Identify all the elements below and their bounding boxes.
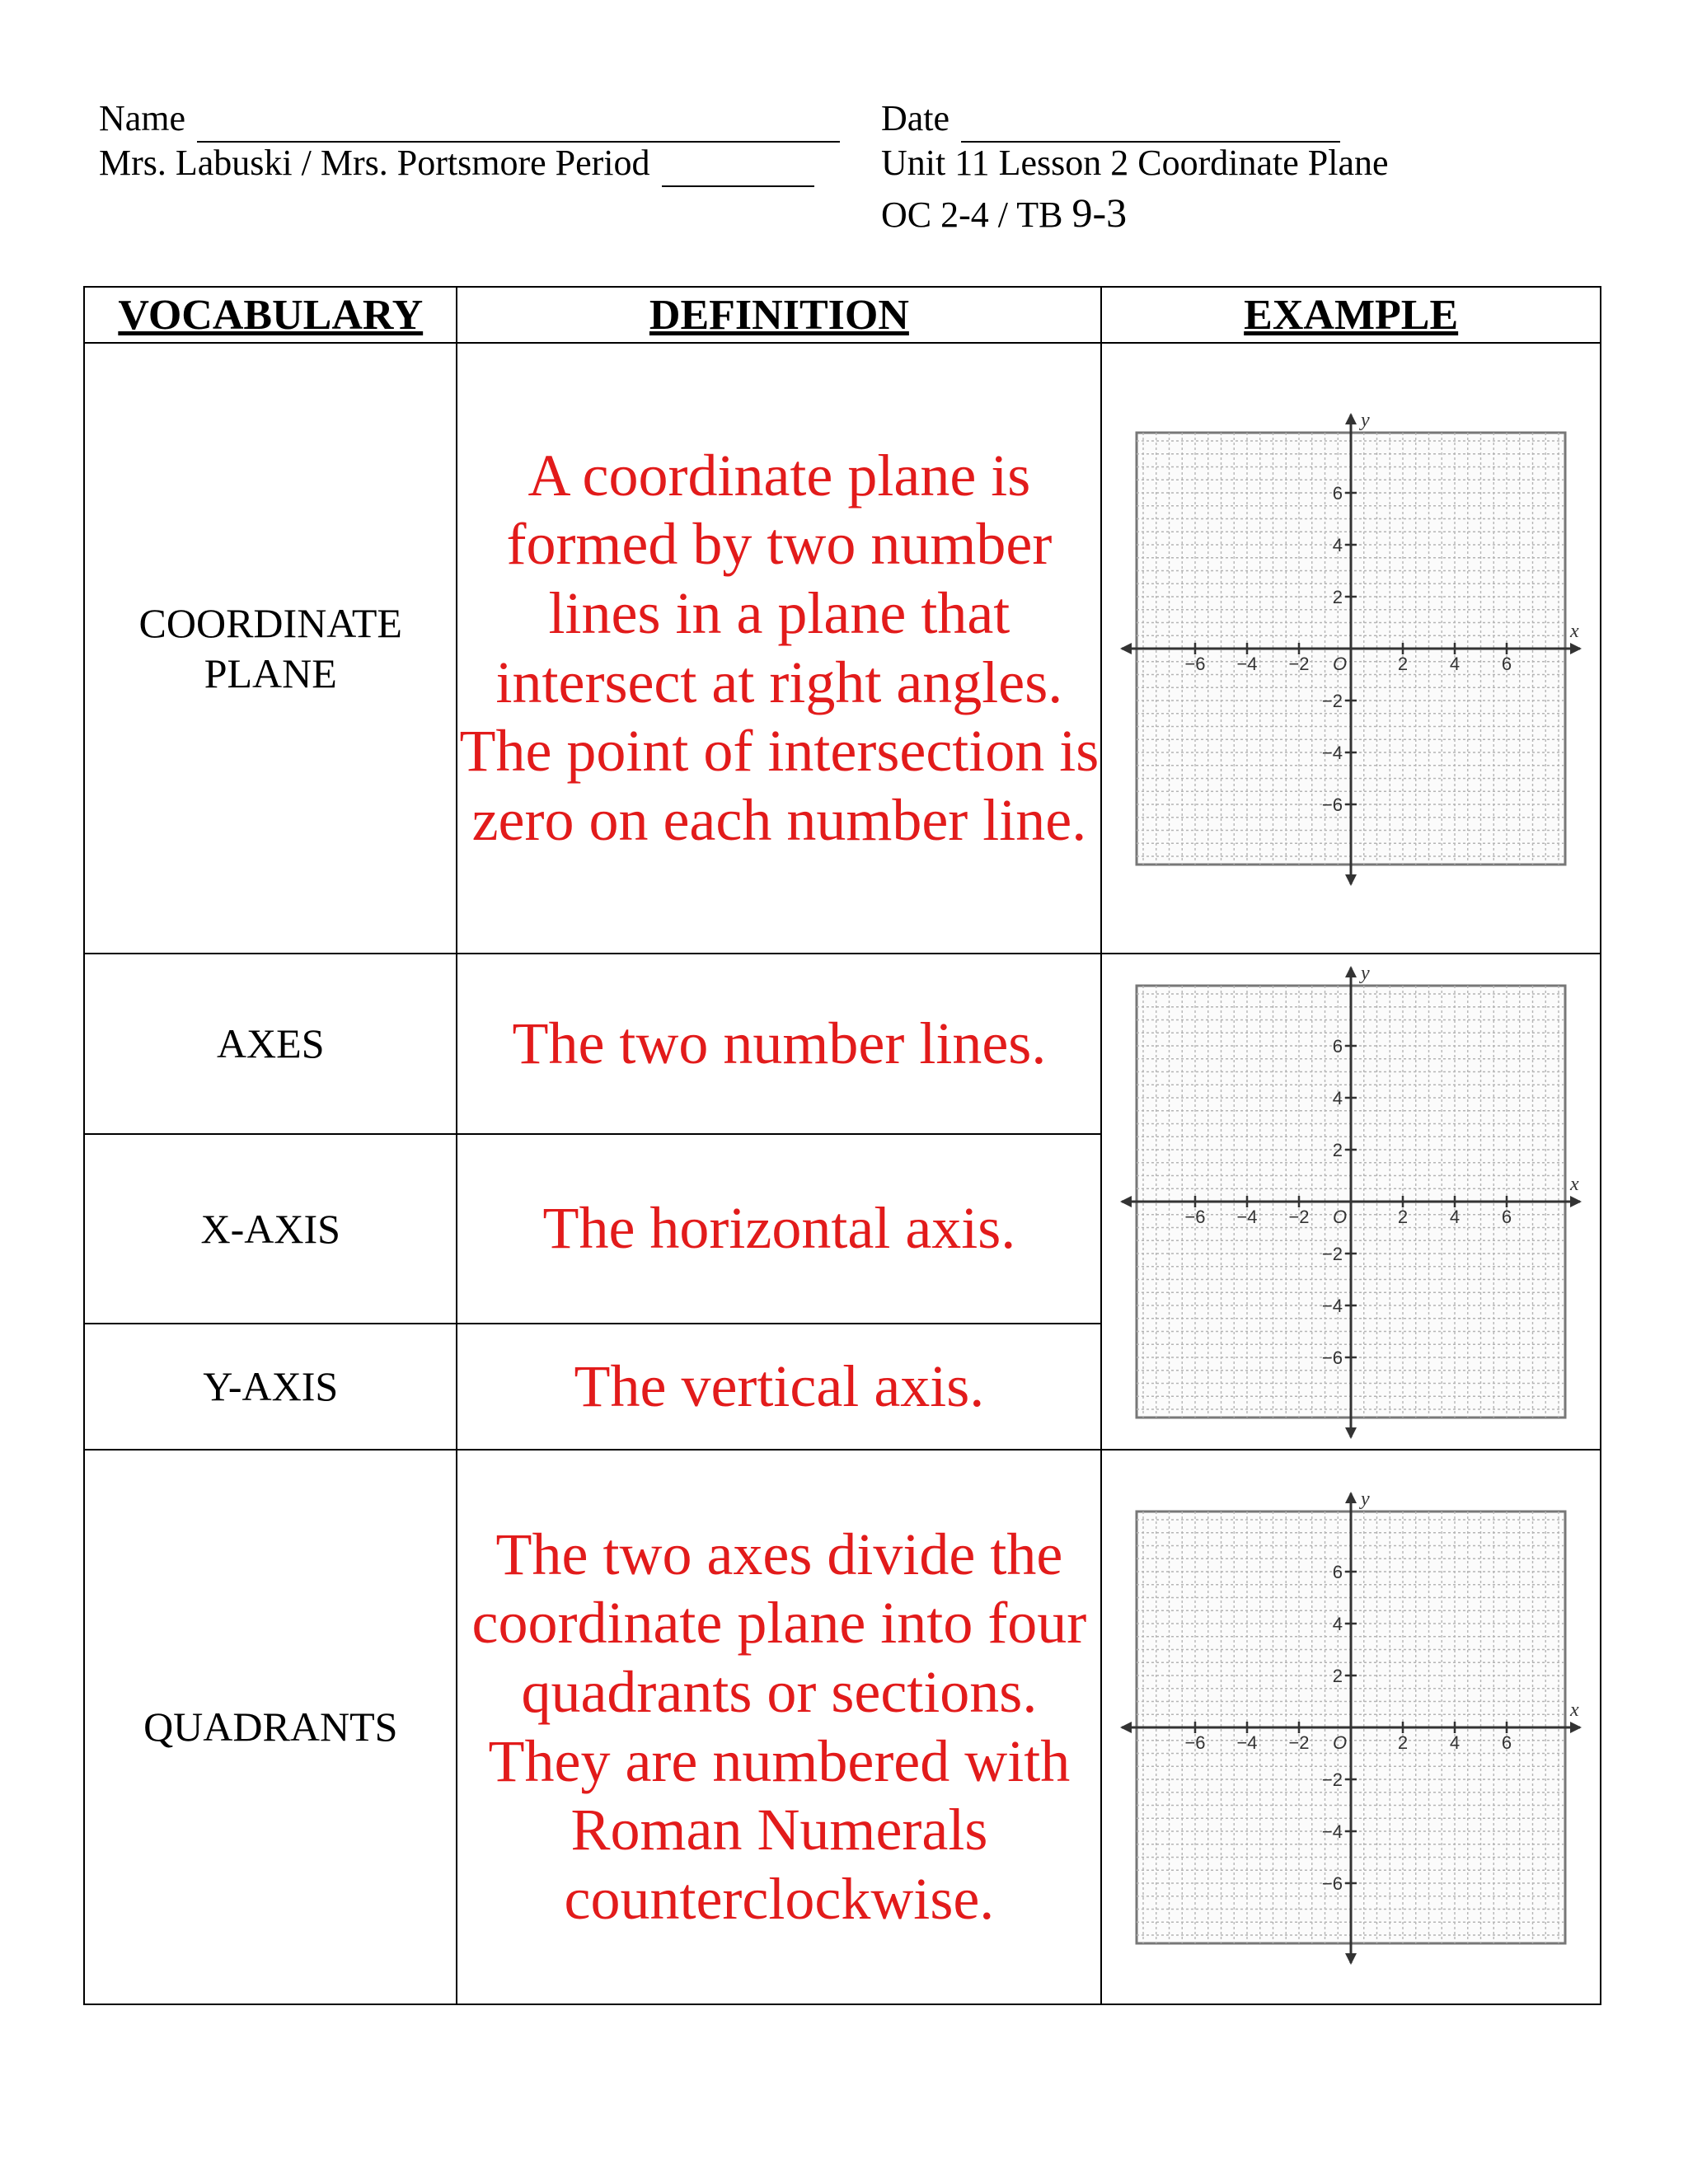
x-tick-label: −2: [1288, 1732, 1310, 1753]
x-axis-label: x: [1570, 620, 1579, 642]
coordinate-plane-graph: [1120, 963, 1582, 1441]
x-tick-label: 4: [1450, 653, 1461, 674]
y-tick-label: −6: [1322, 1872, 1343, 1894]
y-axis-arrow-down: [1345, 874, 1357, 886]
x-axis-arrow-right: [1570, 1196, 1582, 1207]
x-tick-label: −4: [1236, 1207, 1258, 1227]
standard-prefix: OC 2-4 / TB: [881, 194, 1063, 235]
period-blank[interactable]: [662, 142, 814, 187]
y-axis-arrow-down: [1345, 1427, 1357, 1439]
name-label: Name: [99, 98, 186, 138]
y-axis-label: y: [1361, 409, 1370, 431]
table-row: [84, 343, 1601, 954]
coordinate-plane-graph: [1120, 410, 1582, 888]
x-tick-label: 6: [1502, 653, 1512, 674]
header-example: EXAMPLE: [1101, 287, 1601, 343]
table-header-row: [84, 287, 1601, 343]
example-graph-2: [1101, 954, 1601, 1450]
definition-y-axis: The vertical axis.: [457, 1324, 1101, 1450]
coordinate-plane-graph: [1120, 1488, 1582, 1966]
x-tick-label: −2: [1288, 653, 1310, 674]
y-axis-arrow-up: [1345, 1492, 1357, 1503]
example-graph-3: [1101, 1450, 1601, 2004]
y-axis-label: y: [1361, 963, 1370, 984]
origin-label: O: [1333, 1732, 1348, 1753]
standard-code: [881, 188, 1127, 237]
x-tick-label: 2: [1398, 1732, 1409, 1753]
term-axes: AXES: [84, 954, 457, 1134]
y-tick-label: −4: [1322, 1296, 1343, 1316]
y-tick-label: 4: [1332, 534, 1343, 555]
date-label: Date: [881, 98, 950, 138]
table-row: [84, 1450, 1601, 2004]
x-tick-label: 2: [1398, 1207, 1409, 1227]
x-tick-label: −4: [1236, 653, 1258, 674]
term-y-axis: Y-AXIS: [84, 1324, 457, 1450]
x-tick-label: 4: [1450, 1732, 1461, 1753]
x-tick-label: −2: [1288, 1207, 1310, 1227]
definition-x-axis: The horizontal axis.: [457, 1134, 1101, 1324]
vocabulary-table: [83, 286, 1601, 2005]
table-row: [84, 954, 1601, 1134]
example-graph-1: [1101, 343, 1601, 954]
definition-quadrants: The two axes divide the coordinate plane into four quadrants or sections. They are numbered with Roman Numerals counterclockwise.: [457, 1450, 1101, 2004]
y-tick-label: −2: [1322, 1244, 1343, 1264]
definition-coordinate-plane: A coordinate plane is formed by two number lines in a plane that intersect at right angles. The point of intersection is zero on each number line.: [457, 343, 1101, 954]
origin-label: O: [1333, 1207, 1348, 1227]
y-axis-label: y: [1361, 1488, 1370, 1510]
date-field[interactable]: [881, 97, 1340, 143]
y-tick-label: 6: [1332, 482, 1343, 504]
x-axis-label: x: [1570, 1174, 1579, 1195]
x-tick-label: 2: [1398, 653, 1409, 674]
date-blank[interactable]: [961, 97, 1340, 143]
x-tick-label: −4: [1236, 1732, 1258, 1753]
term-quadrants: QUADRANTS: [84, 1450, 457, 2004]
y-tick-label: 2: [1332, 1665, 1343, 1686]
x-axis-arrow-left: [1120, 1196, 1132, 1207]
y-tick-label: −4: [1322, 742, 1343, 763]
lesson-title: Unit 11 Lesson 2 Coordinate Plane: [881, 143, 1389, 183]
y-tick-label: 2: [1332, 1140, 1343, 1160]
y-tick-label: 4: [1332, 1613, 1343, 1634]
y-axis-arrow-up: [1345, 966, 1357, 977]
x-tick-label: −6: [1184, 653, 1206, 674]
name-field[interactable]: [99, 97, 840, 143]
origin-label: O: [1333, 653, 1348, 674]
header-definition: DEFINITION: [457, 287, 1101, 343]
y-tick-label: −6: [1322, 794, 1343, 815]
name-blank[interactable]: [197, 97, 840, 143]
term-coordinate-plane: COORDINATE PLANE: [84, 343, 457, 954]
standard-number: 9-3: [1071, 190, 1128, 236]
definition-axes: The two number lines.: [457, 954, 1101, 1134]
y-tick-label: 2: [1332, 586, 1343, 607]
x-tick-label: 4: [1450, 1207, 1461, 1227]
y-axis-arrow-up: [1345, 413, 1357, 424]
y-tick-label: 6: [1332, 1036, 1343, 1057]
x-tick-label: −6: [1184, 1207, 1206, 1227]
period-field[interactable]: [99, 142, 814, 187]
term-x-axis: X-AXIS: [84, 1134, 457, 1324]
teachers-label: Mrs. Labuski / Mrs. Portsmore Period: [99, 143, 650, 183]
x-tick-label: 6: [1502, 1207, 1512, 1227]
y-tick-label: 4: [1332, 1088, 1343, 1108]
y-tick-label: 6: [1332, 1561, 1343, 1582]
x-axis-arrow-right: [1570, 1722, 1582, 1733]
y-axis-arrow-down: [1345, 1953, 1357, 1965]
y-tick-label: −2: [1322, 690, 1343, 711]
x-tick-label: −6: [1184, 1732, 1206, 1753]
x-tick-label: 6: [1502, 1732, 1512, 1753]
y-tick-label: −2: [1322, 1769, 1343, 1790]
x-axis-arrow-right: [1570, 643, 1582, 654]
header-vocabulary: VOCABULARY: [84, 287, 457, 343]
y-tick-label: −4: [1322, 1821, 1343, 1842]
y-tick-label: −6: [1322, 1347, 1343, 1368]
x-axis-arrow-left: [1120, 643, 1132, 654]
x-axis-label: x: [1570, 1699, 1579, 1721]
x-axis-arrow-left: [1120, 1722, 1132, 1733]
